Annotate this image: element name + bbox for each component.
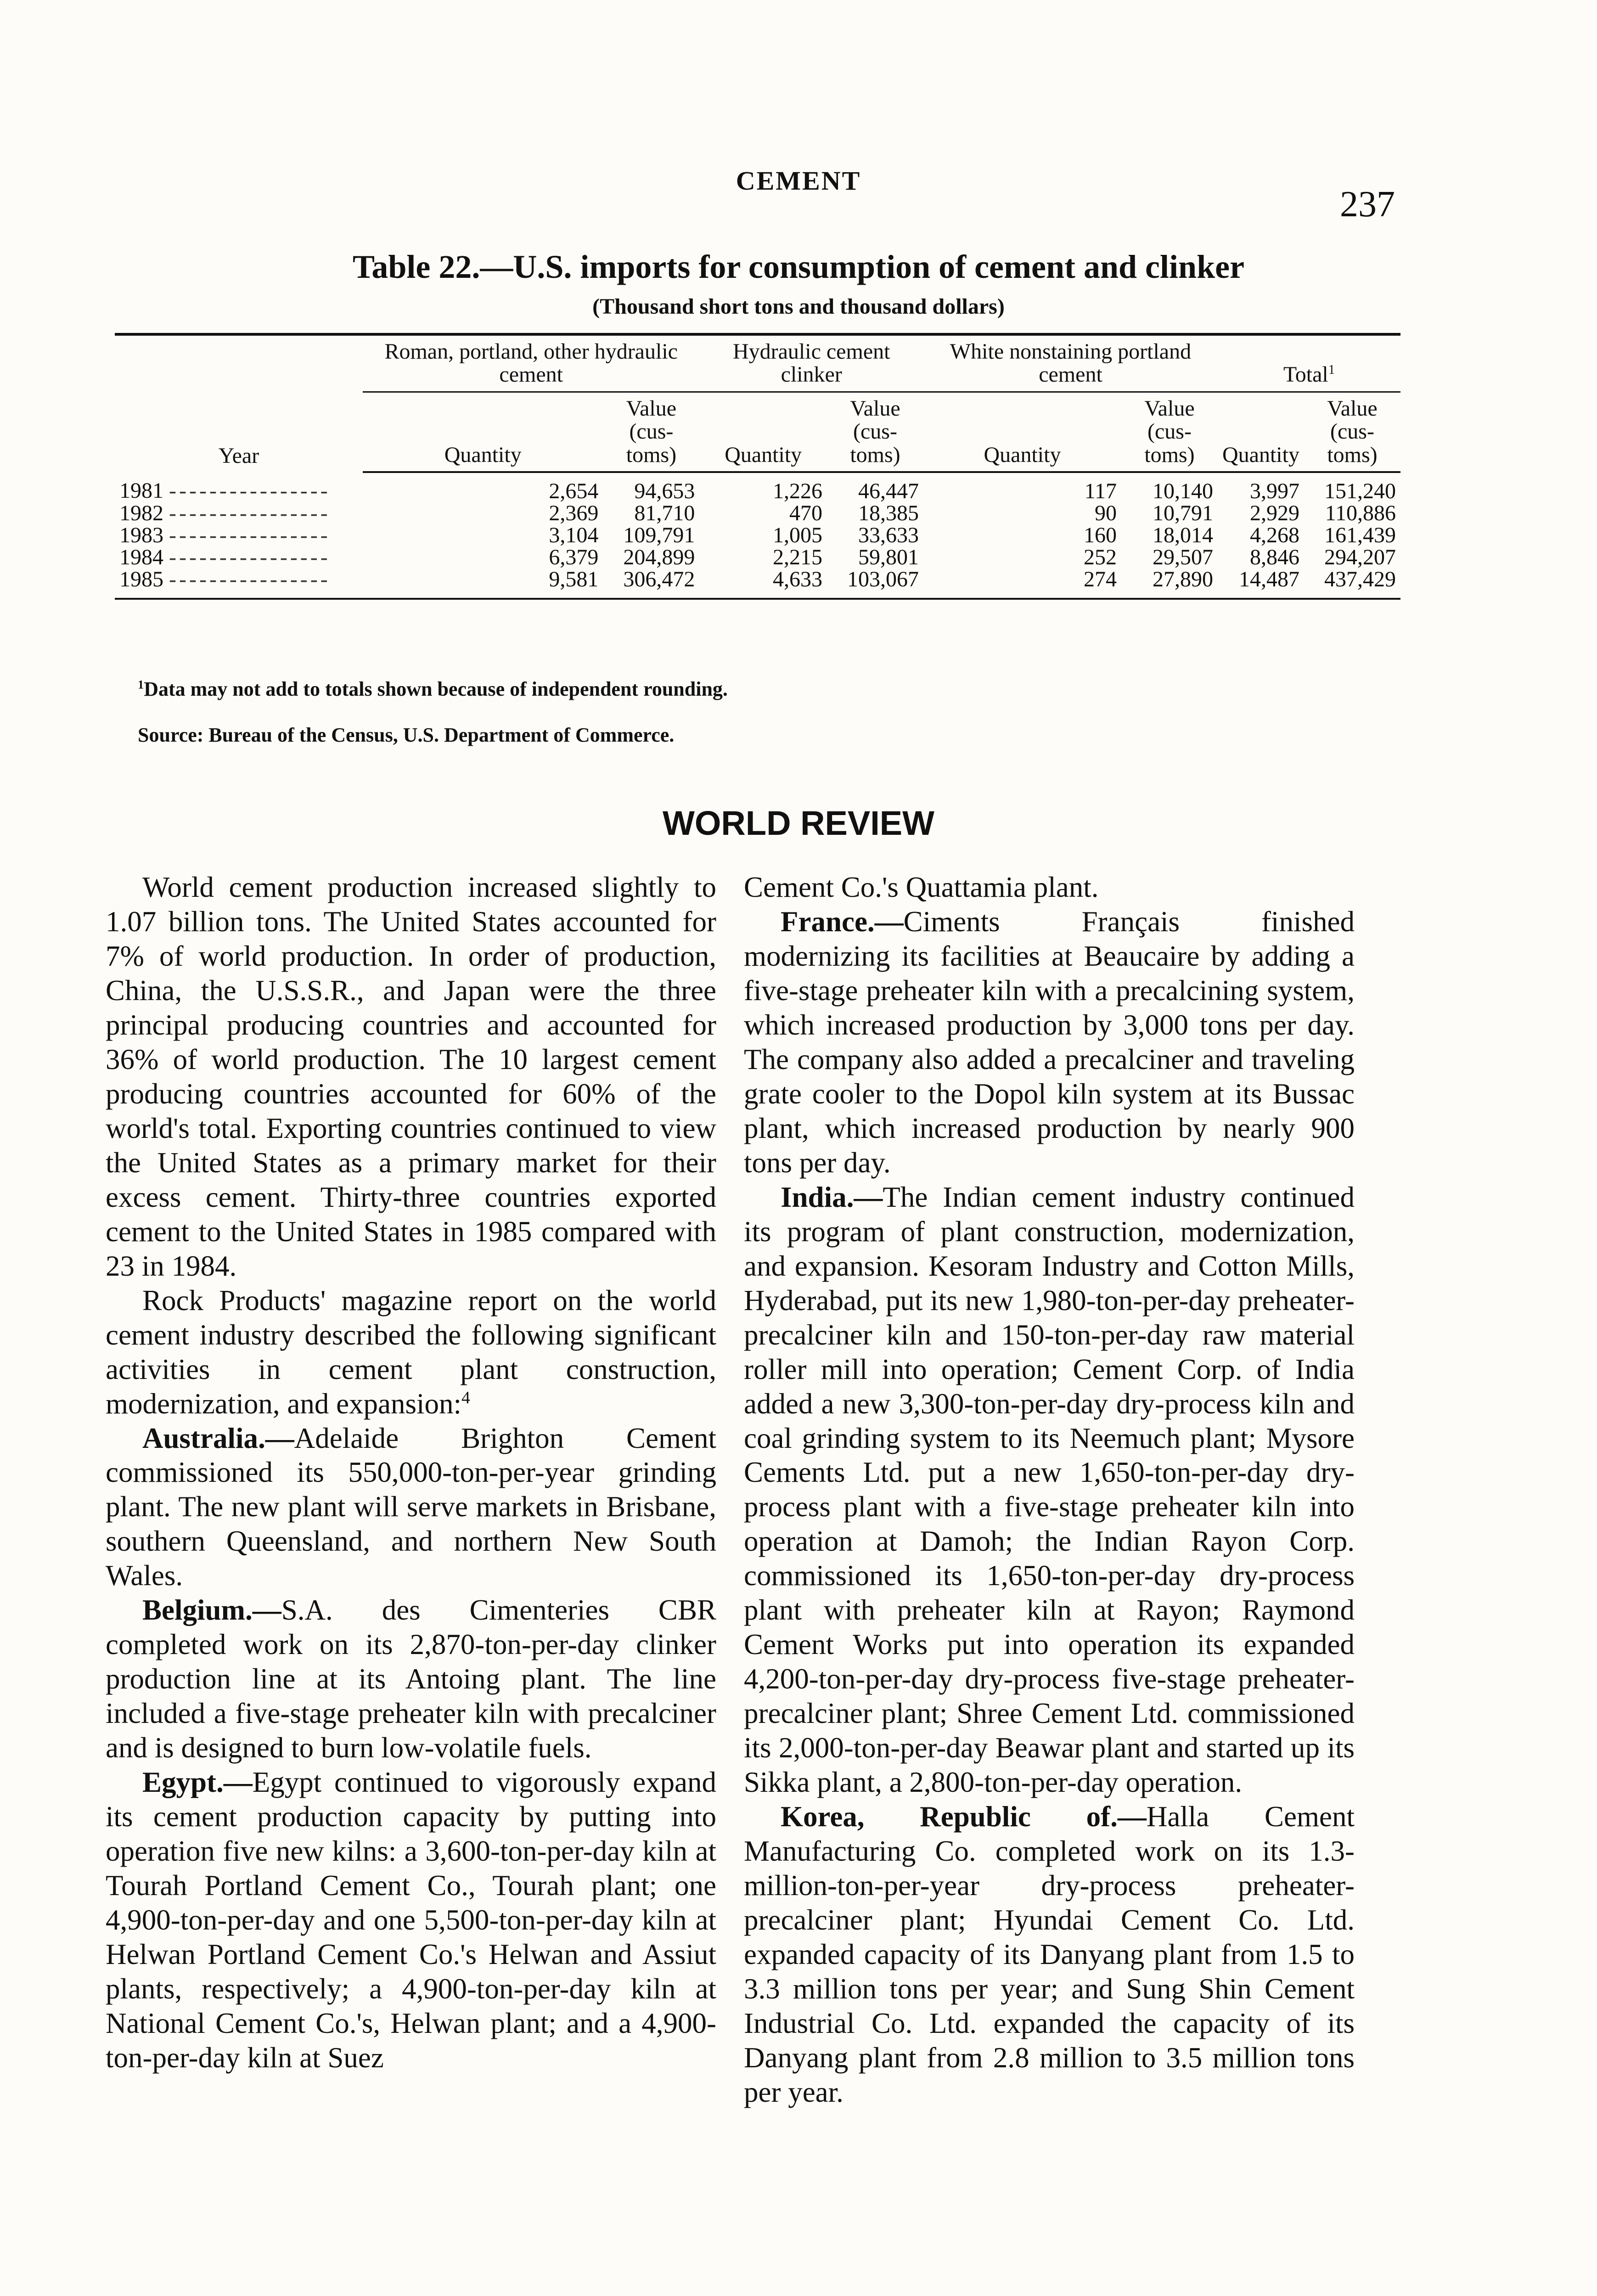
table-cell: 109,791 (623, 523, 695, 547)
table-cell: 27,890 (1121, 568, 1218, 599)
paragraph-text: Adelaide Brighton Cement commissioned its 550,000-ton-per-year grinding plant. The new plant will serve markets in Brisbane, southern Queensland, and northern New South Wales. (106, 1422, 716, 1592)
leader-dots: ---------------- (169, 545, 331, 569)
table-cell: 3,104 (549, 523, 599, 547)
table-cell: 6,379 (549, 545, 599, 569)
paragraph-lead: France.— (781, 905, 904, 938)
table-row (115, 546, 1400, 568)
col-group-white-nonstaining: White nonstaining portland cement (923, 334, 1218, 392)
table-cell: 4,268 (1250, 523, 1299, 547)
footnote-text: Data may not add to totals shown because of independent rounding. (144, 678, 728, 700)
table-cell: 306,472 (603, 568, 699, 599)
table-cell: 33,633 (858, 523, 919, 547)
table-cell: 2,369 (549, 501, 599, 525)
paragraph-text: Ciments Français finished modernizing its facilities at Beaucaire by adding a five-stage preheater kiln with a precalcining system, which increased production by 3,000 tons per day. The company also added a precalciner and traveling grate cooler to the Dopol kiln system at its Bussac plant, which increased production by nearly 900 tons per day. (744, 905, 1355, 1179)
col-header-value: Value (cus- toms) (603, 392, 699, 472)
row-year: 1982 (119, 501, 163, 525)
table-cell: 204,899 (623, 545, 695, 569)
table-cell: 3,997 (1250, 478, 1299, 503)
paragraph (744, 905, 1355, 1180)
table-footnote (138, 677, 728, 701)
table-cell: 29,507 (1152, 545, 1213, 569)
table-cell: 437,429 (1304, 568, 1400, 599)
col-header-quantity: Quantity (1218, 392, 1304, 472)
leader-dots: ---------------- (169, 523, 331, 547)
footnote-marker: 1 (138, 677, 144, 692)
left-column (106, 870, 716, 2296)
table-title: Table 22.—U.S. imports for consumption of cement and clinker (352, 248, 1245, 285)
paragraph-text: Cement Co.'s Quattamia plant. (744, 871, 1099, 903)
table-cell: 252 (1083, 545, 1117, 569)
table-cell: 18,385 (858, 501, 919, 525)
table-cell: 9,581 (363, 568, 603, 599)
table-cell: 46,447 (858, 478, 919, 503)
row-year: 1984 (119, 545, 163, 569)
table-cell: 81,710 (634, 501, 695, 525)
table-cell: 2,215 (772, 545, 822, 569)
paragraph (744, 1800, 1355, 2110)
col-group-roman-portland: Roman, portland, other hydraulic cement (363, 334, 699, 392)
paragraph-text: Halla Cement Manufacturing Co. completed work on its 1.3-million-ton-per-year dry-process preheater-precalciner plant; Hyundai Cement Co. Ltd. expanded capacity of its Danyang plant from 1.5 to 3.3 million tons per year; and Sung Shin Cement Industrial Co. Ltd. expanded the capacity of its Danyang plant from 2.8 million to 3.5 million tons per year. (744, 1801, 1355, 2108)
paragraph (106, 1283, 716, 1421)
row-year: 1985 (119, 567, 163, 591)
table-cell: 10,791 (1152, 501, 1213, 525)
table-cell: 18,014 (1152, 523, 1213, 547)
table-cell: 10,140 (1152, 478, 1213, 503)
col-header-value: Value (cus- toms) (827, 392, 923, 472)
table-cell: 274 (923, 568, 1121, 599)
col-header-quantity: Quantity (699, 392, 827, 472)
running-head: CEMENT (736, 166, 861, 196)
paragraph-text: The Indian cement industry continued its program of plant construction, modernization, and expansion. Kesoram Industry and Cotton Mills, Hyderabad, put its new 1,980-ton-per-day preheater-precalciner kiln and 150-ton-per-day raw material roller mill into operation; Cement Corp. of India added a new 3,300-ton-per-day dry-process kiln and coal grinding system to its Neemuch plant; Mysore Cements Ltd. put a new 1,650-ton-per-day dry-process plant with a five-stage preheater kiln into operation at Damoh; the Indian Rayon Corp. commissioned its 1,650-ton-per-day dry-process plant with preheater kiln at Rayon; Raymond Cement Works put into operation its expanded 4,200-ton-per-day dry-process five-stage preheater-precalciner plant; Shree Cement Ltd. commissioned its 2,000-ton-per-day Beawar plant and started up its Sikka plant, a 2,800-ton-per-day operation. (744, 1181, 1355, 1799)
col-header-year: Year (115, 334, 363, 472)
row-year-cell (115, 524, 363, 546)
table-source: Source: Bureau of the Census, U.S. Department of Commerce. (138, 724, 675, 746)
paragraph (106, 1765, 716, 2075)
table-cell: 161,439 (1324, 523, 1396, 547)
row-year: 1981 (119, 478, 163, 503)
leader-dots: ---------------- (169, 567, 331, 591)
table-row (115, 524, 1400, 546)
row-year-cell (115, 546, 363, 568)
paragraph-lead: Belgium.— (142, 1594, 281, 1626)
table-cell: 294,207 (1324, 545, 1396, 569)
row-year-cell (115, 472, 363, 502)
paragraph-text: Rock Products' magazine report on the world cement industry described the following significant activities in cement plant construction, modernization, and expansion: (106, 1284, 716, 1420)
table-row (115, 568, 1400, 599)
table-cell: 90 (1094, 501, 1117, 525)
paragraph (744, 870, 1355, 905)
col-group-hydraulic-clinker: Hydraulic cement clinker (699, 334, 923, 392)
table-cell: 94,653 (634, 478, 695, 503)
page-number: 237 (1340, 184, 1395, 225)
imports-table-container (115, 333, 1400, 600)
table-cell: 470 (789, 501, 822, 525)
table-cell: 14,487 (1218, 568, 1304, 599)
col-header-value: Value (cus- toms) (1304, 392, 1400, 472)
table-subtitle: (Thousand short tons and thousand dollars) (592, 294, 1005, 319)
table-cell: 103,067 (827, 568, 923, 599)
section-heading: WORLD REVIEW (663, 804, 934, 842)
paragraph (106, 1421, 716, 1593)
table-cell: 2,654 (549, 478, 599, 503)
col-header-value: Value (cus- toms) (1121, 392, 1218, 472)
leader-dots: ---------------- (169, 501, 331, 525)
paragraph (744, 1180, 1355, 1800)
col-header-quantity: Quantity (923, 392, 1121, 472)
table-cell: 117 (1084, 478, 1117, 503)
col-group-total-label: Total (1283, 362, 1328, 387)
row-year-cell (115, 568, 363, 599)
table-cell: 160 (1083, 523, 1117, 547)
paragraph-text: S.A. des Cimenteries CBR completed work on its 2,870-ton-per-day clinker production line at its Antoing plant. The line included a five-stage preheater kiln with precalciner and is designed to burn low-volatile fuels. (106, 1594, 716, 1764)
row-year: 1983 (119, 523, 163, 547)
right-column (744, 870, 1355, 2296)
table-row (115, 472, 1400, 502)
table-cell: 8,846 (1250, 545, 1299, 569)
table-cell: 59,801 (858, 545, 919, 569)
paragraph-lead: Egypt.— (142, 1766, 253, 1799)
table-cell: 151,240 (1324, 478, 1396, 503)
leader-dots: ---------------- (169, 478, 331, 503)
col-group-total (1218, 334, 1400, 392)
table-row (115, 502, 1400, 524)
paragraph-lead: Australia.— (142, 1422, 294, 1454)
footnote-reference: 4 (461, 1388, 470, 1407)
table-cell: 1,005 (772, 523, 822, 547)
imports-table (115, 333, 1400, 600)
table-cell: 1,226 (772, 478, 822, 503)
table-cell: 110,886 (1325, 501, 1396, 525)
paragraph (106, 870, 716, 1283)
paragraph-lead: India.— (781, 1181, 883, 1213)
paragraph-lead: Korea, Republic of.— (781, 1801, 1147, 1833)
row-year-cell (115, 502, 363, 524)
paragraph-text: Egypt continued to vigorously expand its cement production capacity by putting into operation five new kilns: a 3,600-ton-per-day kiln at Tourah Portland Cement Co., Tourah plant; one 4,900-ton-per-day and one 5,500-ton-per-day kiln at Helwan Portland Cement Co.'s Helwan and Assiut plants, respectively; a 4,900-ton-per-day kiln at National Cement Co.'s, Helwan plant; and a 4,900-ton-per-day kiln at Suez (106, 1766, 716, 2074)
paragraph-text: World cement production increased slightly to 1.07 billion tons. The United States accounted for 7% of world production. In order of production, China, the U.S.S.R., and Japan were the three principal producing countries and accounted for 36% of world production. The 10 largest cement producing countries accounted for 60% of the world's total. Exporting countries continued to view the United States as a primary market for their excess cement. Thirty-three countries exported cement to the United States in 1985 compared with 23 in 1984. (106, 871, 716, 1282)
col-header-quantity: Quantity (363, 392, 603, 472)
table-cell: 2,929 (1250, 501, 1299, 525)
table-cell: 4,633 (699, 568, 827, 599)
paragraph (106, 1593, 716, 1765)
total-footnote-marker: 1 (1328, 362, 1335, 377)
